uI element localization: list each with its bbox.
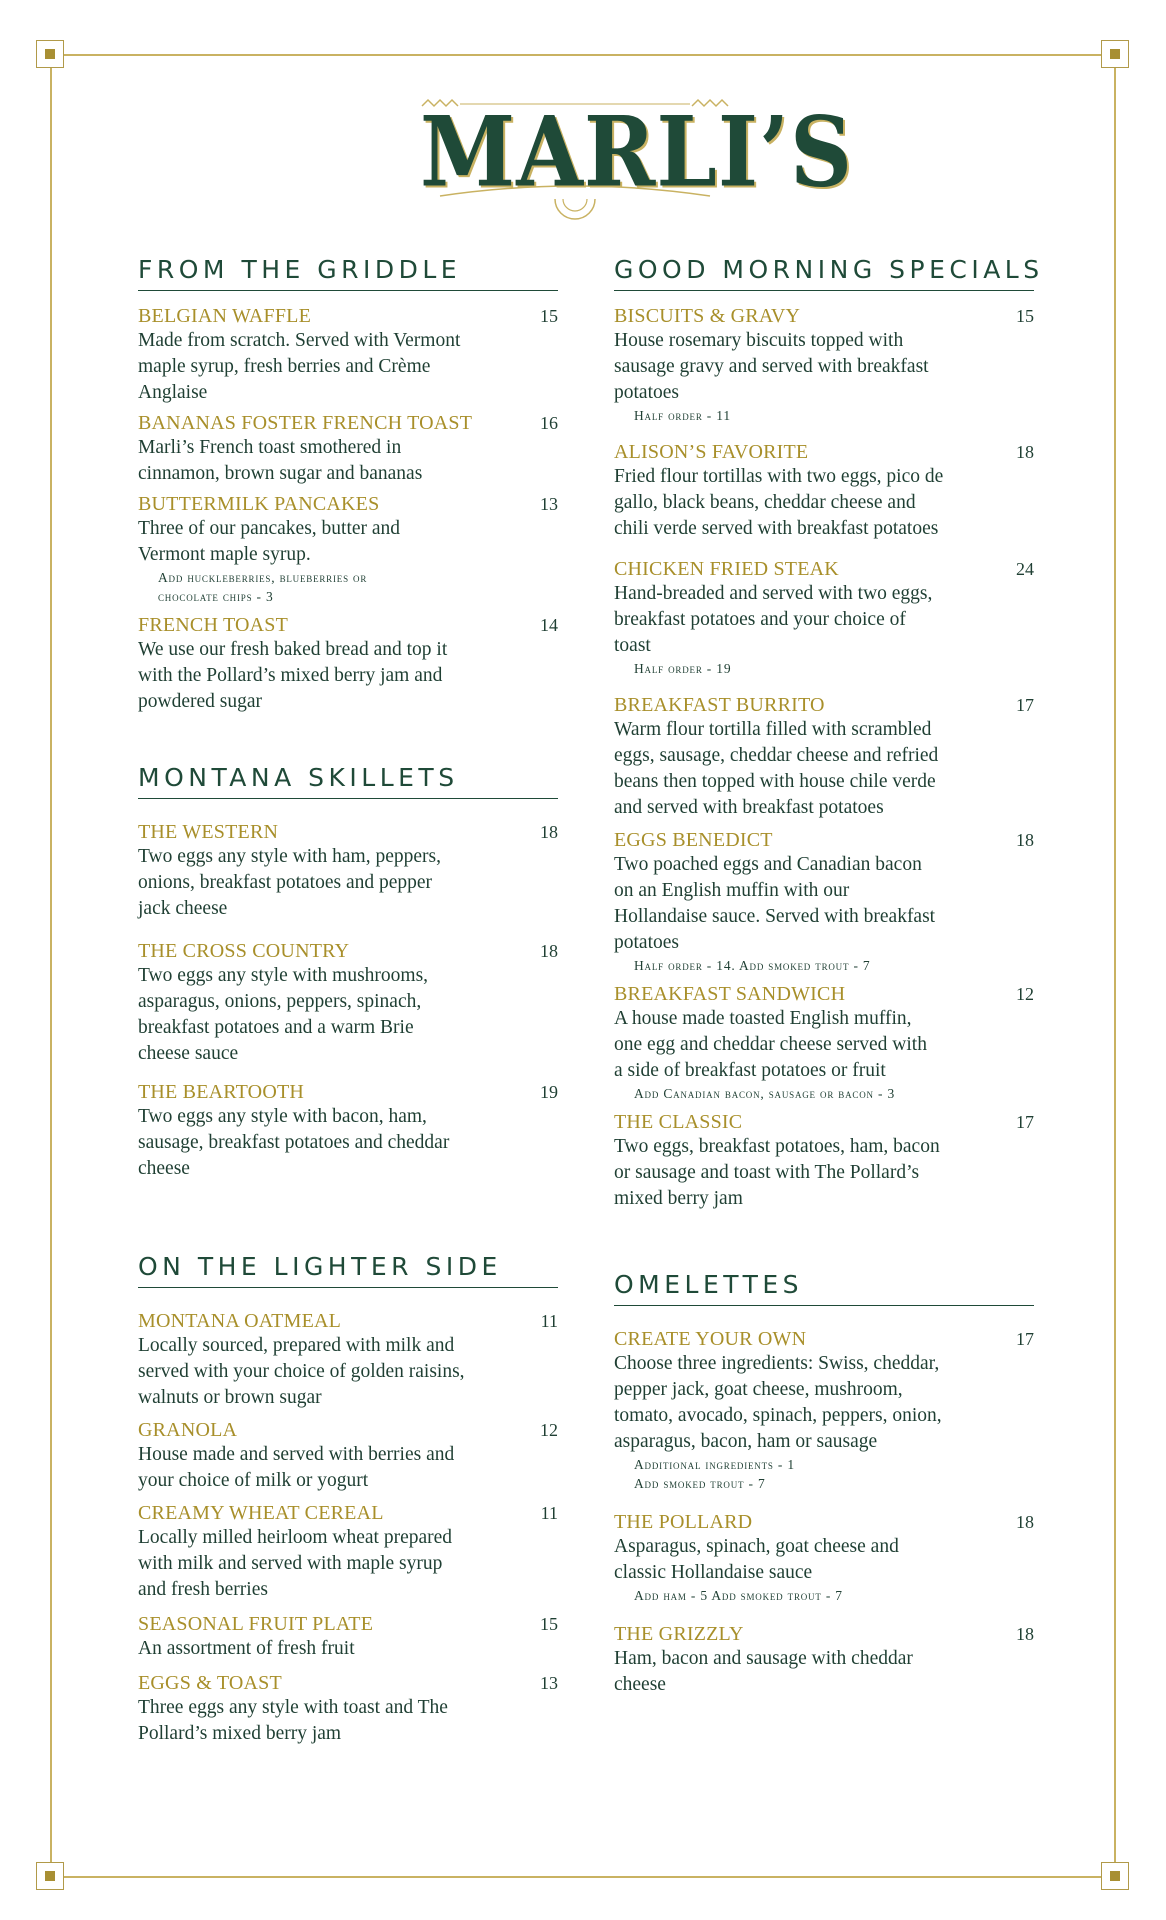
item-description-line: eggs, sausage, cheddar cheese and refried (614, 745, 939, 766)
item-name: BISCUITS & GRAVY (614, 305, 801, 327)
item-note: Additional ingredients - 1 (634, 1457, 795, 1472)
item-description-line: gallo, black beans, cheddar cheese and (614, 492, 916, 513)
item-price: 17 (1016, 695, 1034, 715)
item-description-line: a side of breakfast potatoes or fruit (614, 1060, 886, 1081)
item-price: 18 (1016, 1624, 1034, 1644)
menu-item-header (138, 940, 558, 963)
menu-item-montana-oatmeal (138, 1310, 558, 1411)
item-name: EGGS BENEDICT (614, 829, 773, 851)
item-description-line: breakfast potatoes and your choice of (614, 609, 906, 630)
item-name: CHICKEN FRIED STEAK (614, 558, 839, 580)
menu-item-header (138, 614, 558, 637)
item-description-line: Pollard’s mixed berry jam (138, 1723, 342, 1744)
menu-item-header (614, 983, 1034, 1006)
item-description-line: Marli’s French toast smothered in (138, 437, 402, 458)
item-description-line: An assortment of fresh fruit (138, 1638, 355, 1659)
frame-bottom-line (64, 1876, 1102, 1878)
menu-section-on-the-lighter-side (138, 1252, 558, 1747)
item-price: 18 (540, 941, 558, 961)
item-description-line: Two eggs any style with mushrooms, (138, 965, 429, 986)
menu-section-omelettes (614, 1270, 1034, 1698)
item-description-line: A house made toasted English muffin, (614, 1008, 912, 1029)
item-description-line: with the Pollard’s mixed berry jam and (138, 665, 443, 686)
frame-corner-top-right (1101, 40, 1129, 68)
item-name: THE BEARTOOTH (138, 1081, 305, 1103)
item-description-line: potatoes (614, 382, 679, 403)
section-title: GOOD MORNING SPECIALS (614, 255, 1034, 291)
item-description-line: Three eggs any style with toast and The (138, 1697, 448, 1718)
section-title: MONTANA SKILLETS (138, 763, 558, 799)
item-description-line: Hollandaise sauce. Served with breakfast (614, 906, 936, 927)
menu-item-header (138, 1502, 558, 1525)
menu-item-eggs-and-toast (138, 1672, 558, 1747)
item-name: MONTANA OATMEAL (138, 1310, 342, 1332)
item-price: 15 (540, 306, 558, 326)
item-price: 11 (540, 1503, 558, 1523)
menu-item-biscuits-and-gravy (614, 305, 1034, 425)
item-description-line: Locally sourced, prepared with milk and (138, 1335, 455, 1356)
item-description-line: Two poached eggs and Canadian bacon (614, 854, 922, 875)
item-name: BREAKFAST BURRITO (614, 694, 825, 716)
item-description-line: Locally milled heirloom wheat prepared (138, 1527, 453, 1548)
item-description-line: and fresh berries (138, 1579, 268, 1600)
item-description-line: We use our fresh baked bread and top it (138, 639, 448, 660)
item-description-line: cinnamon, brown sugar and bananas (138, 463, 423, 484)
item-description-line: Ham, bacon and sausage with cheddar (614, 1648, 913, 1669)
frame-right-line (1114, 68, 1116, 1862)
item-note: Half order - 19 (634, 661, 732, 676)
item-description-line: classic Hollandaise sauce (614, 1562, 813, 1583)
item-description-line: Vermont maple syrup. (138, 544, 311, 565)
item-description-line: cheese (614, 1674, 666, 1695)
item-description-line: Anglaise (138, 382, 208, 403)
menu-item-the-classic (614, 1111, 1034, 1212)
item-name: THE POLLARD (614, 1511, 753, 1533)
item-description-line: walnuts or brown sugar (138, 1387, 322, 1408)
menu-item-header (614, 1111, 1034, 1134)
menu-item-header (138, 305, 558, 328)
menu-item-header (614, 1328, 1034, 1351)
menu-item-breakfast-burrito (614, 694, 1034, 821)
item-description-line: Asparagus, spinach, goat cheese and (614, 1536, 899, 1557)
item-description-line: or sausage and toast with The Pollard’s (614, 1162, 920, 1183)
menu-item-header (614, 558, 1034, 581)
menu-item-header (614, 1623, 1034, 1646)
item-description-line: and served with breakfast potatoes (614, 797, 884, 818)
menu-section-montana-skillets (138, 763, 558, 1182)
menu-item-header (614, 694, 1034, 717)
menu-section-good-morning-specials (614, 255, 1044, 1212)
item-name: SEASONAL FRUIT PLATE (138, 1613, 374, 1635)
item-price: 18 (1016, 442, 1034, 462)
menu-item-buttermilk-pancakes (138, 493, 558, 606)
item-description-line: tomato, avocado, spinach, peppers, onion, (614, 1405, 942, 1426)
item-description-line: Warm flour tortilla filled with scrambled (614, 719, 932, 740)
item-name: GRANOLA (138, 1419, 238, 1441)
item-description-line: powdered sugar (138, 691, 262, 712)
left-column (138, 255, 558, 1747)
brand-name: MARLI’S (420, 95, 854, 209)
item-description-line: sausage gravy and served with breakfast (614, 356, 929, 377)
item-price: 12 (540, 1420, 558, 1440)
menu-item-header (138, 821, 558, 844)
menu-item-alisons-favorite (614, 441, 1034, 542)
item-note: Half order - 14. Add smoked trout - 7 (634, 958, 871, 973)
menu-item-the-grizzly (614, 1623, 1034, 1698)
item-price: 18 (1016, 830, 1034, 850)
item-name: THE CLASSIC (614, 1111, 743, 1133)
section-title: ON THE LIGHTER SIDE (138, 1252, 558, 1288)
item-description-line: chili verde served with breakfast potatoes (614, 518, 939, 539)
menu-item-bananas-foster-french-toast (138, 412, 558, 487)
item-price: 18 (540, 822, 558, 842)
section-title: FROM THE GRIDDLE (138, 255, 558, 291)
menu-item-header (614, 829, 1034, 852)
menu-item-header (138, 1310, 558, 1333)
item-description-line: asparagus, onions, peppers, spinach, (138, 991, 422, 1012)
item-description-line: your choice of milk or yogurt (138, 1470, 369, 1491)
item-name: THE WESTERN (138, 821, 279, 843)
menu-item-chicken-fried-steak (614, 558, 1034, 678)
item-description-line: asparagus, bacon, ham or sausage (614, 1431, 878, 1452)
item-description-line: Two eggs any style with bacon, ham, (138, 1106, 427, 1127)
item-description-line: on an English muffin with our (614, 880, 850, 901)
item-price: 19 (540, 1082, 558, 1102)
item-price: 16 (540, 413, 558, 433)
item-price: 18 (1016, 1512, 1034, 1532)
menu-item-french-toast (138, 614, 558, 715)
item-price: 14 (540, 615, 558, 635)
menu-item-header (614, 1511, 1034, 1534)
item-description-line: Two eggs, breakfast potatoes, ham, bacon (614, 1136, 940, 1157)
item-name: BREAKFAST SANDWICH (614, 983, 846, 1005)
frame-left-line (50, 68, 52, 1862)
frame-corner-bottom-right (1101, 1862, 1129, 1890)
brand-logo (420, 95, 854, 226)
section-title: OMELETTES (614, 1270, 1034, 1306)
item-description-line: House rosemary biscuits topped with (614, 330, 904, 351)
item-note: Add ham - 5 Add smoked trout - 7 (634, 1588, 843, 1603)
item-description-line: Three of our pancakes, butter and (138, 518, 401, 539)
menu-item-header (138, 1081, 558, 1104)
item-name: BANANAS FOSTER FRENCH TOAST (138, 412, 473, 434)
item-description-line: Fried flour tortillas with two eggs, pico de (614, 466, 944, 487)
menu-item-header (138, 1613, 558, 1636)
frame-top-line (64, 54, 1102, 56)
menu-item-eggs-benedict (614, 829, 1034, 975)
item-price: 13 (540, 1673, 558, 1693)
item-description-line: potatoes (614, 932, 679, 953)
frame-corner-top-left (36, 40, 64, 68)
item-description-line: sausage, breakfast potatoes and cheddar (138, 1132, 450, 1153)
item-price: 11 (540, 1311, 558, 1331)
item-name: BELGIAN WAFFLE (138, 305, 311, 327)
item-note: Add smoked trout - 7 (634, 1476, 766, 1491)
item-note: Add Canadian bacon, sausage or bacon - 3 (634, 1086, 896, 1101)
right-column (614, 255, 1044, 1698)
item-description-line: maple syrup, fresh berries and Crème (138, 356, 431, 377)
item-description-line: Hand-breaded and served with two eggs, (614, 583, 933, 604)
menu-item-header (614, 441, 1034, 464)
menu-item-seasonal-fruit-plate (138, 1613, 558, 1662)
item-description-line: toast (614, 635, 651, 656)
item-price: 24 (1016, 559, 1034, 579)
item-name: CREATE YOUR OWN (614, 1328, 807, 1350)
item-name: THE CROSS COUNTRY (138, 940, 350, 962)
item-name: EGGS & TOAST (138, 1672, 282, 1694)
menu-section-from-the-griddle (138, 255, 558, 715)
menu-item-create-your-own (614, 1328, 1034, 1493)
item-name: THE GRIZZLY (614, 1623, 744, 1645)
menu-item-belgian-waffle (138, 305, 558, 406)
item-price: 13 (540, 494, 558, 514)
item-description-line: House made and served with berries and (138, 1444, 455, 1465)
item-name: CREAMY WHEAT CEREAL (138, 1502, 384, 1524)
item-name: BUTTERMILK PANCAKES (138, 493, 380, 515)
frame-corner-bottom-left (36, 1862, 64, 1890)
item-note: Half order - 11 (634, 408, 731, 423)
item-description-line: cheese sauce (138, 1043, 239, 1064)
menu-item-header (138, 493, 558, 516)
item-description-line: Made from scratch. Served with Vermont (138, 330, 461, 351)
menu-item-header (614, 305, 1034, 328)
menu-item-the-cross-country (138, 940, 558, 1067)
menu-item-breakfast-sandwich (614, 983, 1034, 1103)
item-name: ALISON’S FAVORITE (614, 441, 809, 463)
item-note: chocolate chips - 3 (158, 589, 274, 604)
item-description-line: onions, breakfast potatoes and pepper (138, 872, 433, 893)
item-description-line: Choose three ingredients: Swiss, cheddar, (614, 1353, 940, 1374)
item-price: 15 (540, 1614, 558, 1634)
menu-item-header (138, 1672, 558, 1695)
item-description-line: jack cheese (138, 898, 228, 919)
item-description-line: one egg and cheddar cheese served with (614, 1034, 927, 1055)
item-description-line: with milk and served with maple syrup (138, 1553, 443, 1574)
item-price: 17 (1016, 1112, 1034, 1132)
item-description-line: cheese (138, 1158, 190, 1179)
item-price: 12 (1016, 984, 1034, 1004)
menu-item-granola (138, 1419, 558, 1494)
menu-item-header (138, 412, 558, 435)
item-description-line: mixed berry jam (614, 1188, 743, 1209)
menu-item-the-western (138, 821, 558, 922)
item-description-line: Two eggs any style with ham, peppers, (138, 846, 441, 867)
item-name: FRENCH TOAST (138, 614, 289, 636)
menu-item-creamy-wheat-cereal (138, 1502, 558, 1603)
item-description-line: pepper jack, goat cheese, mushroom, (614, 1379, 903, 1400)
menu-item-the-beartooth (138, 1081, 558, 1182)
item-price: 15 (1016, 306, 1034, 326)
item-description-line: breakfast potatoes and a warm Brie (138, 1017, 414, 1038)
menu-item-header (138, 1419, 558, 1442)
menu-item-the-pollard (614, 1511, 1034, 1605)
item-note: Add huckleberries, blueberries or (158, 570, 368, 585)
item-description-line: served with your choice of golden raisins, (138, 1361, 465, 1382)
item-description-line: beans then topped with house chile verde (614, 771, 936, 792)
item-price: 17 (1016, 1329, 1034, 1349)
